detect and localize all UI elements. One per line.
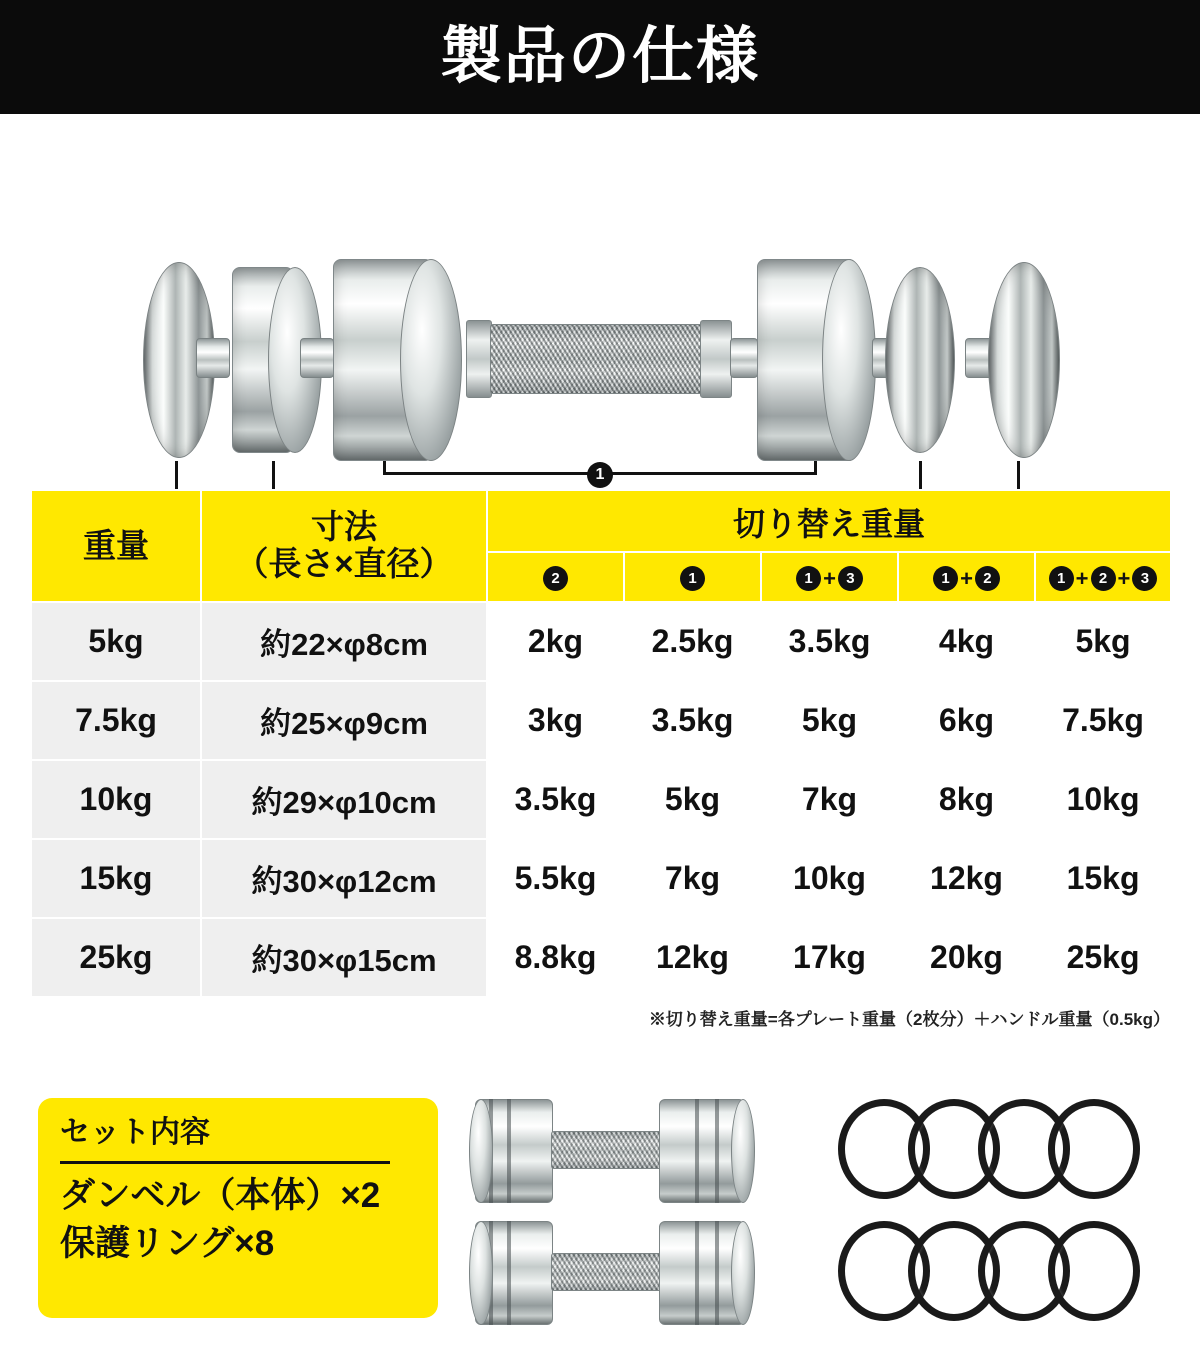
set-contents-title: セット内容: [60, 1116, 210, 1149]
protective-rings-photo: [830, 1085, 1170, 1335]
header-dimensions-line2: （長さ×直径）: [235, 545, 453, 582]
row-value: 20kg: [898, 918, 1035, 997]
part-badge-3: 3: [1132, 566, 1157, 591]
row-dimensions: 約29×φ10cm: [201, 760, 487, 839]
table-row: [31, 918, 1171, 997]
table-header-row-1: [31, 490, 1171, 552]
part-badge-3: 3: [838, 566, 863, 591]
part-badge-2: 2: [543, 566, 568, 591]
row-value: 25kg: [1035, 918, 1171, 997]
plate-right-inner-cap: [822, 259, 876, 461]
row-value: 7.5kg: [1035, 681, 1171, 760]
row-value: 3.5kg: [624, 681, 761, 760]
row-value: 8kg: [898, 760, 1035, 839]
row-dimensions: 約30×φ15cm: [201, 918, 487, 997]
header-dimensions: [201, 490, 487, 602]
table-row: [31, 760, 1171, 839]
ring-item: [1048, 1099, 1140, 1199]
row-value: 17kg: [761, 918, 898, 997]
row-value: 4kg: [898, 602, 1035, 681]
set-contents-box: [38, 1098, 438, 1318]
dumbbell-photos: [455, 1085, 835, 1335]
nut-left-inner: [300, 338, 334, 378]
header-dimensions-line1: 寸法: [311, 508, 377, 546]
plate-right-outer: [988, 262, 1060, 458]
row-value: 5kg: [1035, 602, 1171, 681]
row-value: 12kg: [624, 918, 761, 997]
header-combo-1-3: [761, 552, 898, 602]
row-weight: 15kg: [31, 839, 201, 918]
plate-right-mid: [885, 267, 955, 453]
row-value: 3.5kg: [761, 602, 898, 681]
row-value: 12kg: [898, 839, 1035, 918]
part-badge-2: 2: [1091, 566, 1116, 591]
set-contents-item: 保護リング×8: [60, 1224, 275, 1264]
row-value: 3kg: [487, 681, 624, 760]
row-value: 2.5kg: [624, 602, 761, 681]
header-combo-2: [487, 552, 624, 602]
row-value: 10kg: [1035, 760, 1171, 839]
table-row: [31, 681, 1171, 760]
handle-collar-left: [466, 320, 492, 398]
nut-left-outer: [196, 338, 230, 378]
part-badge-1: 1: [680, 566, 705, 591]
row-dimensions: 約30×φ12cm: [201, 839, 487, 918]
row-value: 6kg: [898, 681, 1035, 760]
row-weight: 10kg: [31, 760, 201, 839]
header-switch-weight: 切り替え重量: [487, 490, 1171, 552]
row-value: 7kg: [624, 839, 761, 918]
handle-collar-right: [700, 320, 732, 398]
divider: [60, 1161, 390, 1164]
handle-thread-right: [730, 338, 758, 378]
header-combo-1-2: [898, 552, 1035, 602]
row-value: 15kg: [1035, 839, 1171, 918]
row-value: 5kg: [761, 681, 898, 760]
row-value: 5.5kg: [487, 839, 624, 918]
row-value: 3.5kg: [487, 760, 624, 839]
row-value: 5kg: [624, 760, 761, 839]
row-value: 2kg: [487, 602, 624, 681]
spec-table-wrapper: [30, 489, 1170, 998]
part-badge-2: 2: [975, 566, 1000, 591]
header-weight: 重量: [31, 490, 201, 602]
header-combo-1-2-3: [1035, 552, 1171, 602]
table-row: [31, 839, 1171, 918]
exploded-diagram: [0, 114, 1200, 483]
header-combo-1: [624, 552, 761, 602]
table-note: ※切り替え重量=各プレート重量（2枚分）＋ハンドル重量（0.5kg）: [648, 1010, 1170, 1029]
row-value: 8.8kg: [487, 918, 624, 997]
page-header: [0, 0, 1200, 114]
plus-sign: +: [960, 565, 973, 591]
row-dimensions: 約22×φ8cm: [201, 602, 487, 681]
row-dimensions: 約25×φ9cm: [201, 681, 487, 760]
plus-sign: +: [1075, 565, 1089, 591]
part-badge-1: 1: [933, 566, 958, 591]
set-contents-item: ダンベル（本体）×2: [60, 1176, 381, 1215]
table-row: [31, 602, 1171, 681]
row-value: 7kg: [761, 760, 898, 839]
row-weight: 25kg: [31, 918, 201, 997]
callout-badge-1: 1: [587, 462, 613, 488]
plus-sign: +: [1117, 565, 1131, 591]
ring-item: [1048, 1221, 1140, 1321]
plus-sign: +: [823, 565, 836, 591]
spec-table: [30, 489, 1172, 998]
row-weight: 7.5kg: [31, 681, 201, 760]
row-weight: 5kg: [31, 602, 201, 681]
page-title: 製品の仕様: [439, 22, 760, 91]
diagram-stage: [0, 114, 1200, 483]
part-badge-1: 1: [796, 566, 821, 591]
plate-left-inner-cap: [400, 259, 462, 461]
part-badge-1: 1: [1049, 566, 1074, 591]
handle-grip: [490, 324, 706, 394]
row-value: 10kg: [761, 839, 898, 918]
